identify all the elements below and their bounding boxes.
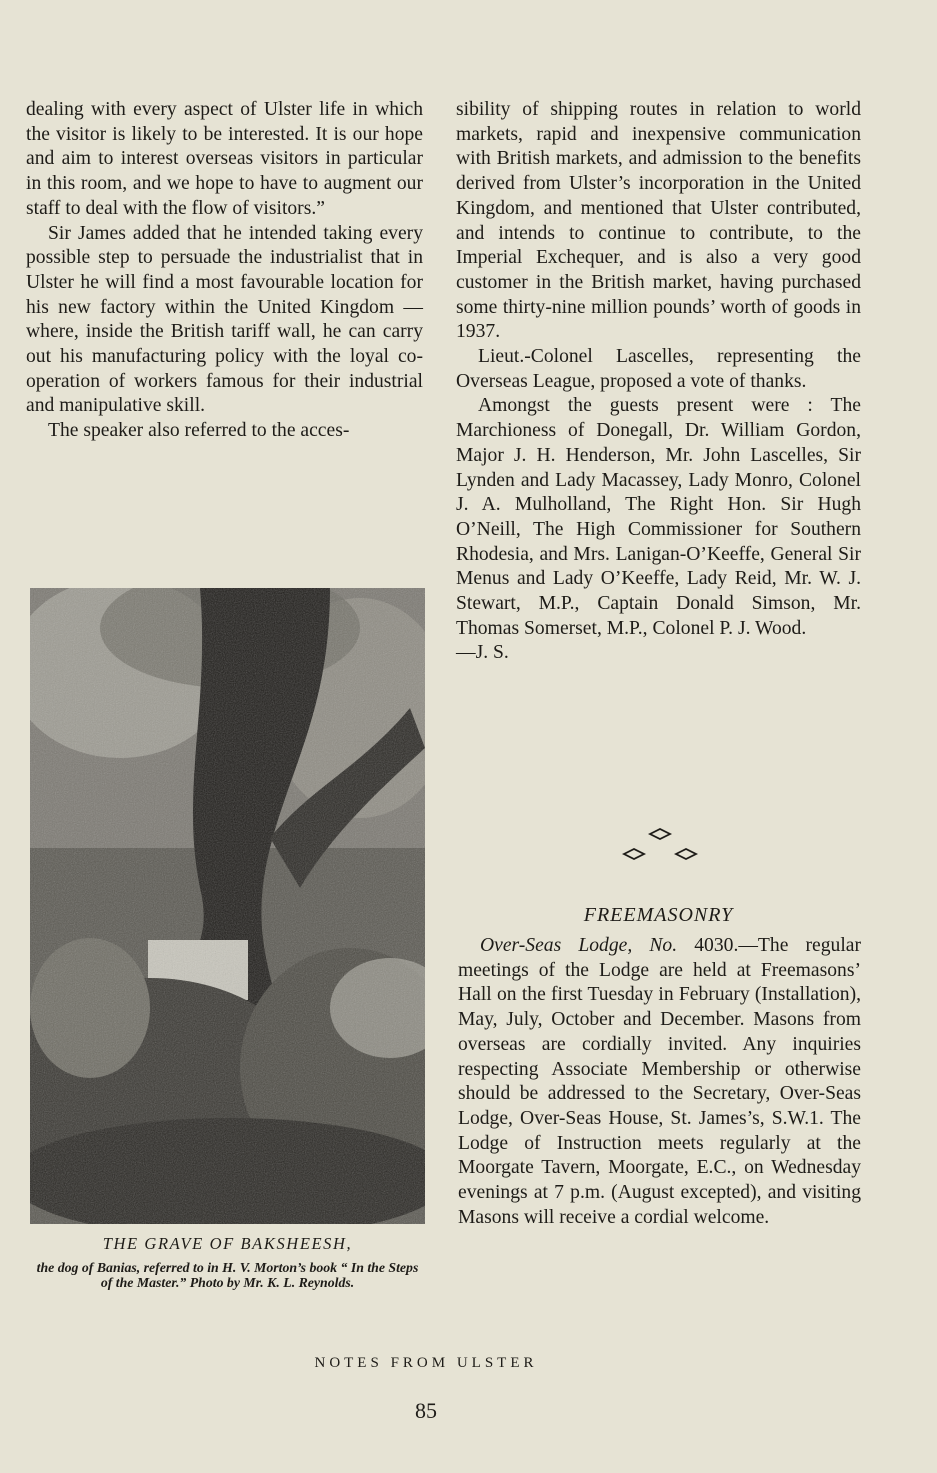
running-title: NOTES FROM ULSTER bbox=[314, 1355, 538, 1371]
freemasonry-section bbox=[458, 934, 861, 1230]
freemasonry-paragraph bbox=[458, 934, 861, 1230]
left-column bbox=[26, 98, 423, 444]
grave-photograph bbox=[30, 588, 425, 1224]
caption-text: the dog of Banias, referred to in H. V. Morton’s book “ In the Steps of the Master.” Photo by Mr. K. L. Reynolds. bbox=[36, 1260, 419, 1290]
photo-tree-illustration bbox=[30, 588, 425, 1224]
signature: —J. S. bbox=[456, 642, 509, 664]
page-number: 85 bbox=[415, 1398, 437, 1423]
photo-caption bbox=[30, 1234, 425, 1290]
caption-title: THE GRAVE OF BAKSHEESH, bbox=[102, 1234, 353, 1253]
left-paragraph-2: Sir James added that he intended taking every possible step to persuade the industrialist that in Ulster he will find a most favourable location for his new factory within the United Kingdom —where, inside the British tariff wall, he can carry out his manufacturing policy with the loyal co-operation of workers famous for their industrial and manipulative skill. bbox=[26, 222, 423, 417]
right-paragraph-2: Lieut.-Colonel Lascelles, representing the Overseas League, proposed a vote of thanks. bbox=[456, 346, 861, 392]
right-paragraph-1: sibility of shipping routes in relation to world markets, rapid and inexpensive communication with British markets, and admission to the benefits derived from Ulster’s incorporation in the United Kingdom, and mentioned that Ulster contributed, and intends to continue to contribute, to the Imperial Exchequer, and is also a very good customer in the British market, having purchased some thirty-nine million pounds’ worth of goods in 1937. bbox=[456, 99, 861, 343]
diamond-ornament-icon bbox=[600, 820, 720, 870]
right-column bbox=[456, 98, 861, 666]
left-paragraph-1: dealing with every aspect of Ulster life in which the visitor is likely to be interested. It is our hope and aim to interest overseas visitors in particular in this room, and we hope to have to augment our staff to deal with the flow of visitors.” bbox=[26, 99, 423, 219]
freemasonry-title: FREEMASONRY bbox=[583, 904, 734, 926]
left-paragraph-3: The speaker also referred to the acces- bbox=[48, 420, 350, 442]
lodge-name: Over-Seas Lodge, No. bbox=[480, 935, 678, 956]
freemasonry-body: 4030.—The regular meetings of the Lodge are held at Freemasons’ Hall on the first Tuesday in February (Installation), May, July, October and December. Masons from overseas are cordially invited. Any inquiries respecting Associate Membership or otherwise should be addressed to the Secretary, Over-Seas Lodge, Over-Seas House, St. James’s, S.W.1. The Lodge of Instruction meets regularly at the Moorgate Tavern, Moorgate, E.C., on Wednesday evenings at 7 p.m. (August excepted), and visiting Masons will receive a cordial welcome. bbox=[458, 935, 861, 1228]
right-paragraph-3: Amongst the guests present were : The Marchioness of Donegall, Dr. William Gordon, Major J. H. Henderson, Mr. John Lascelles, Sir Lynden and Lady Macassey, Lady Monro, Colonel J. A. Mulholland, The Right Hon. Sir Hugh O’Neill, The High Commissioner for Southern Rhodesia, and Mrs. Lanigan-O’Keeffe, General Sir Menus and Lady O’Keeffe, Lady Reid, Mr. W. J. Stewart, M.P., Captain Donald Simson, Mr. Thomas Somerset, M.P., Colonel P. J. Wood. bbox=[456, 395, 861, 639]
